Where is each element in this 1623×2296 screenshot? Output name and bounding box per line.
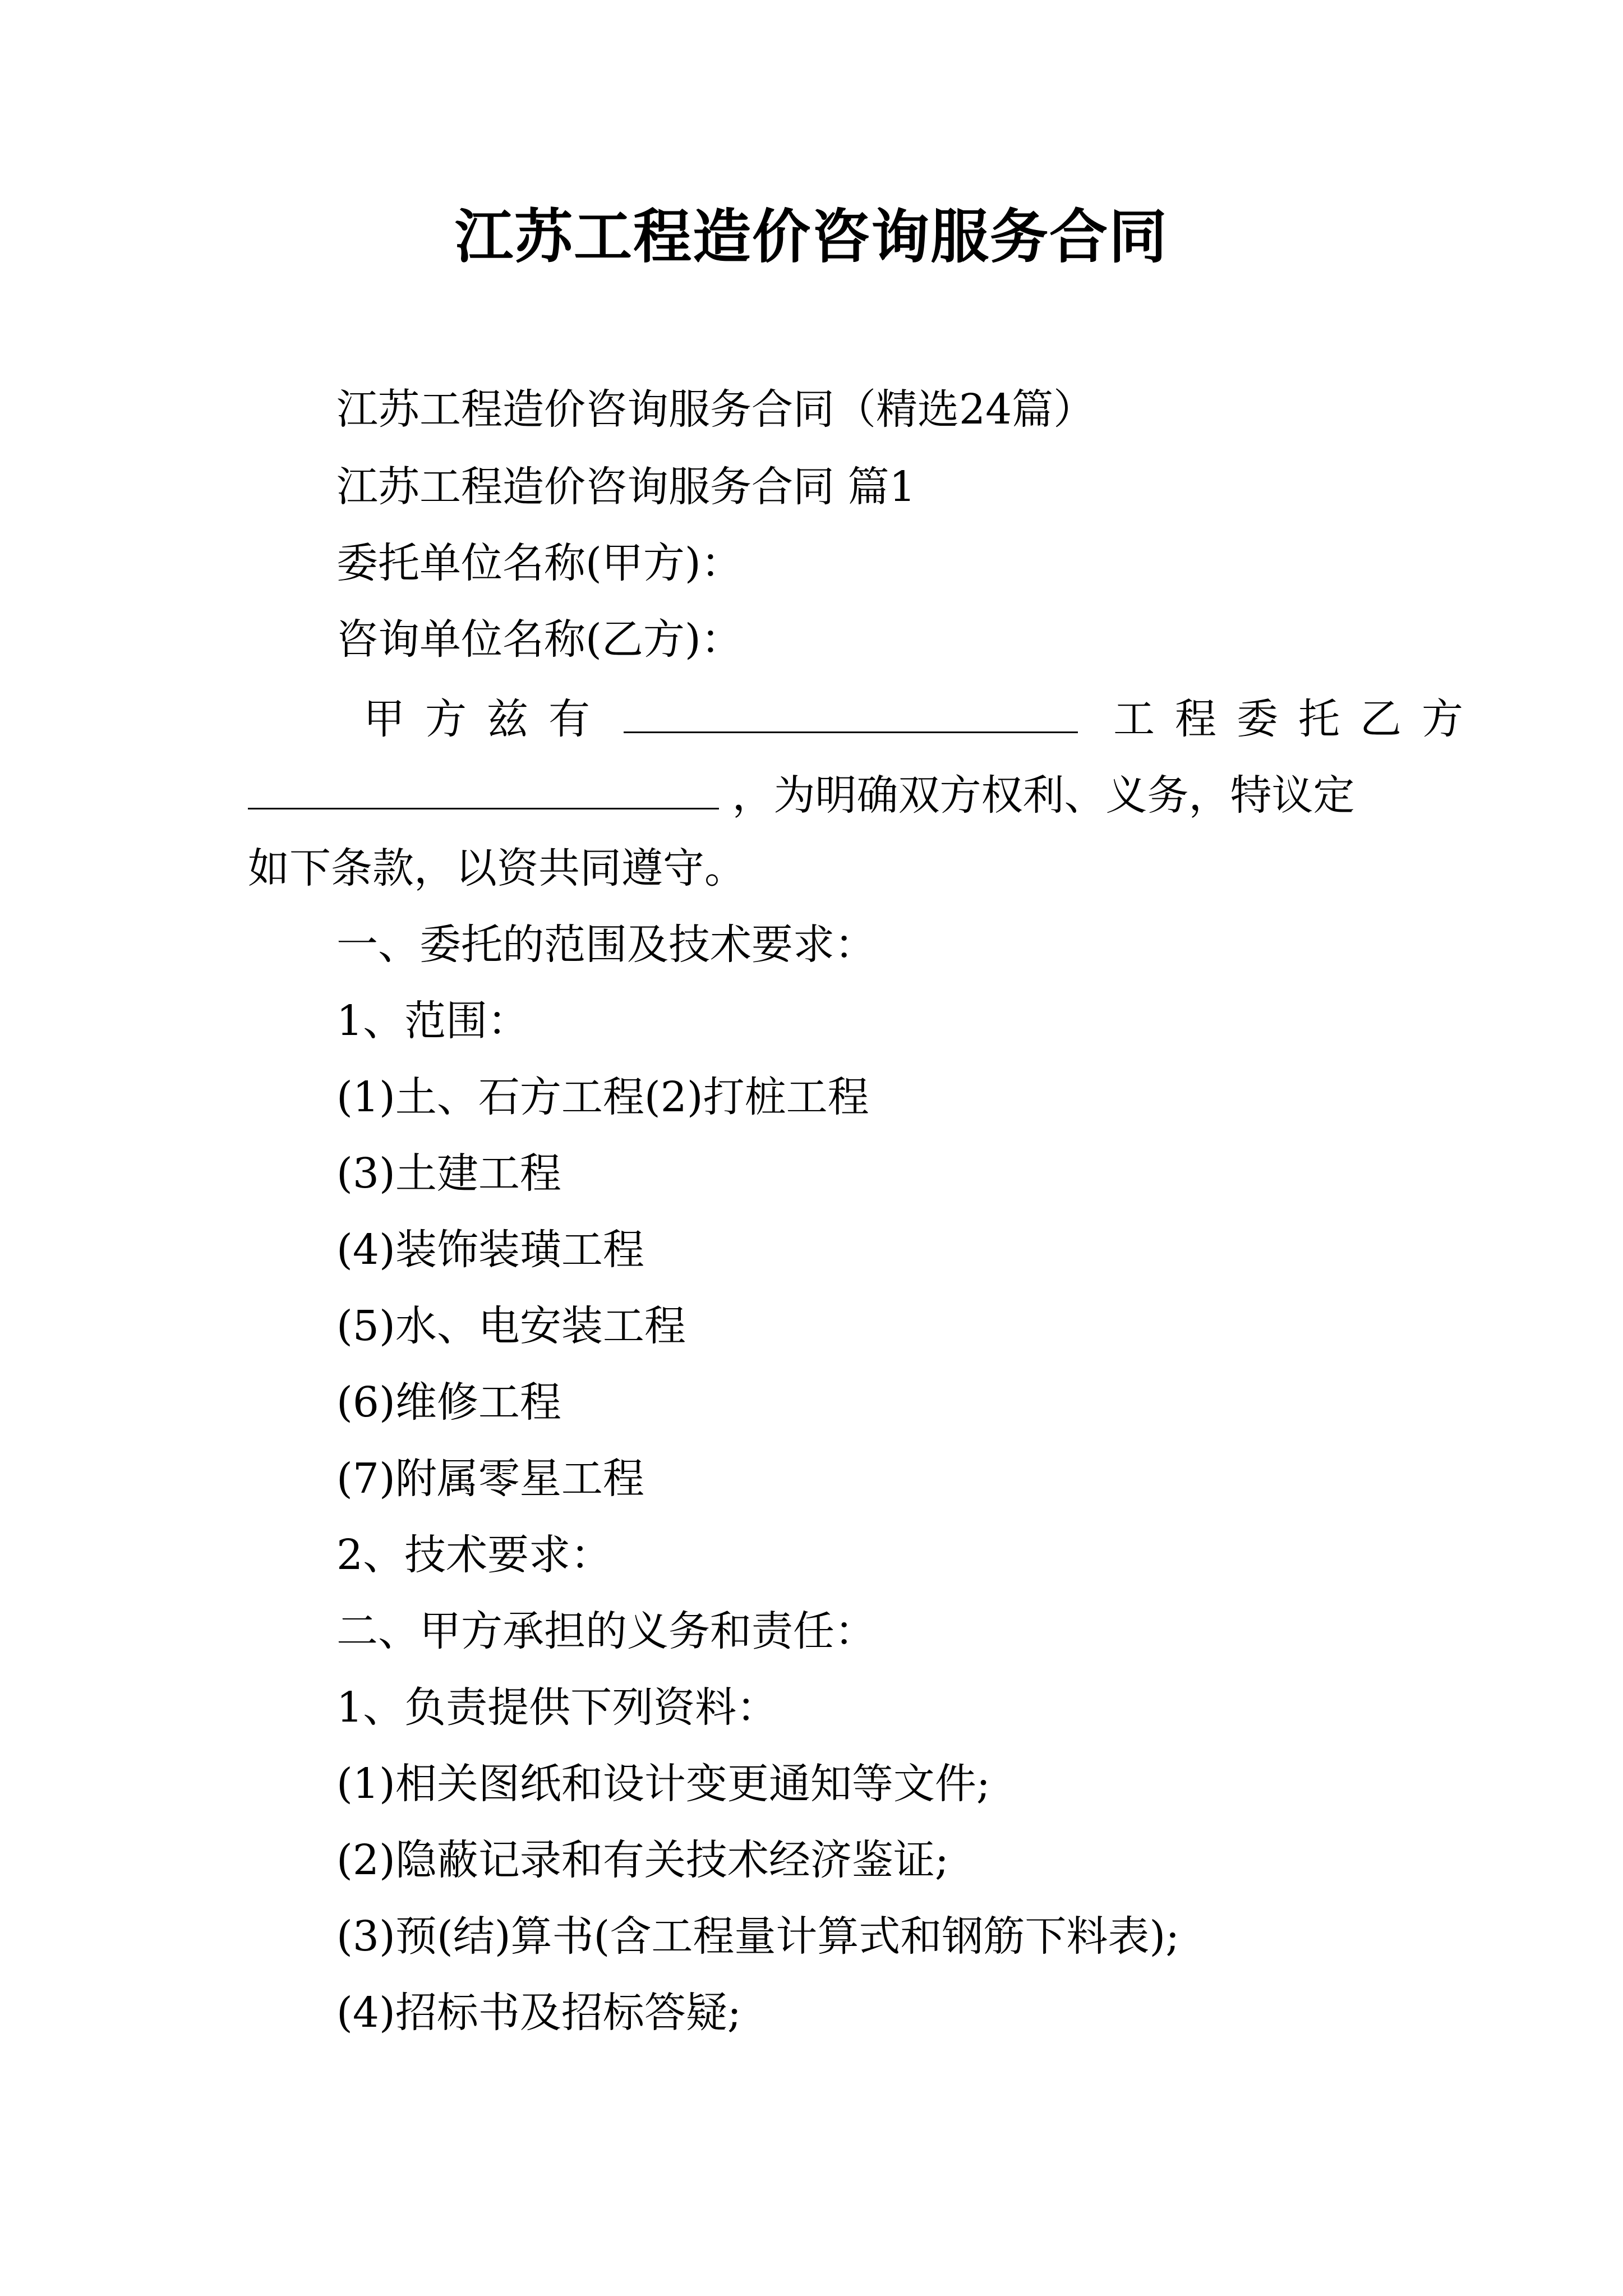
intro-part-1: 甲方兹有	[363, 695, 610, 743]
scope-item: (5)水、电安装工程	[336, 1302, 686, 1350]
party-a-label: 委托单位名称(甲方)：	[336, 539, 743, 587]
intro-part-2: 工程委托乙方	[1113, 695, 1484, 743]
clause-1-heading: 一、委托的范围及技术要求：	[336, 921, 876, 969]
document-subtitle: 江苏工程造价咨询服务合同（精选24篇）	[336, 385, 1095, 434]
intro-line-1	[363, 688, 1483, 747]
consultant-blank[interactable]	[248, 764, 719, 809]
scope-item: (4)装饰装璜工程	[336, 1226, 644, 1274]
intro-line-2	[248, 764, 1355, 823]
project-name-blank[interactable]	[624, 688, 1078, 733]
scope-item: (7)附属零星工程	[336, 1455, 644, 1503]
intro-part-3: ，为明确双方权利、义务，特议定	[732, 771, 1355, 820]
section-heading: 江苏工程造价咨询服务合同 篇1	[336, 463, 916, 511]
scope-heading: 1、范围：	[336, 997, 529, 1045]
scope-item: (3)土建工程	[336, 1149, 561, 1198]
party-b-label: 咨询单位名称(乙方)：	[336, 615, 743, 664]
document-title: 江苏工程造价咨询服务合同	[454, 202, 1168, 271]
scope-item: (6)维修工程	[336, 1378, 561, 1427]
intro-line-3: 如下条款，以资共同遵守。	[248, 844, 746, 892]
materials-item: (2)隐蔽记录和有关技术经济鉴证;	[336, 1836, 949, 1884]
materials-heading: 1、负责提供下列资料：	[336, 1683, 778, 1732]
clause-2-heading: 二、甲方承担的义务和责任：	[336, 1607, 876, 1655]
materials-item: (4)招标书及招标答疑;	[336, 1989, 741, 2037]
scope-item: (1)土、石方工程(2)打桩工程	[336, 1073, 869, 1121]
materials-item: (1)相关图纸和设计变更通知等文件;	[336, 1760, 990, 1808]
materials-item: (3)预(结)算书(含工程量计算式和钢筋下料表);	[336, 1912, 1180, 1961]
tech-requirements-heading: 2、技术要求：	[336, 1531, 612, 1579]
